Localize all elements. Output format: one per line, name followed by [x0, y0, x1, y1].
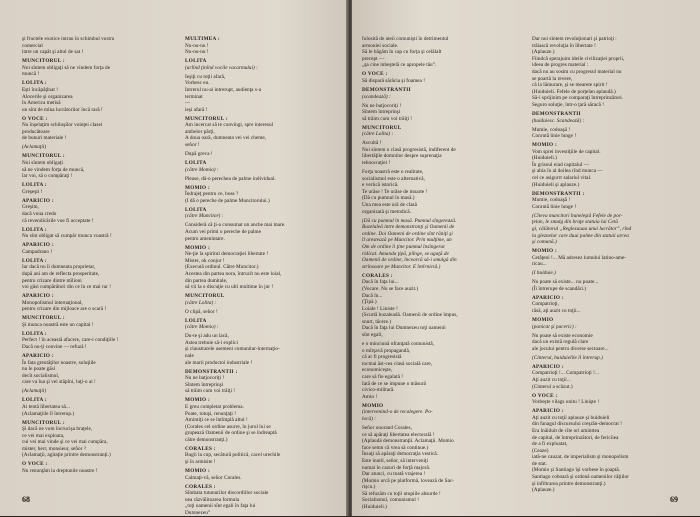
dialogue-line: Monopolismul internaţional, pentru crizare din mijloace are o scară ! — [22, 299, 107, 313]
dialogue-line: şi fructele exotice intrau în schimbul vostru comercial intre un capăt şi altul de sat ! — [22, 36, 115, 56]
dialogue-line: Dacă în faţa lui... (Vocare. Nu se face auzit.) Dacă în... (Ţipă.) Loiale ! Liniste ! (Scurtă buzaleadă. Oamenii de ordine împus, snurt, tăcere.) Dacă în faţa lui Dumnezeu toţi oamenii sînt egali, — [362, 279, 458, 339]
speaker-name: DEMONSTRANTII — [532, 110, 581, 117]
speaker-name: O VOCE : — [22, 115, 48, 122]
speaker-name: MULTIMEA : — [185, 36, 220, 42]
dialogue-line: Nu-nu-nu ! Nu-nu-nu ! — [185, 42, 209, 56]
dialogue-line: Ascultă ! Noi sîntem o clasă progresistă, indiferent de libertăţile domnilor despre suprenaţia tehnocraţiei ! — [362, 140, 456, 167]
speaker-name: MOMIO : — [185, 184, 211, 191]
stage-direction: (urlînd ţinînd vocile vacarmului) : — [185, 64, 258, 71]
stage-direction: (Aclamaţii) — [22, 388, 47, 395]
dialogue-line: Nu ne batjocoriţi ! Sîntem întreprinşi să trăim cum voi trăiţi ! — [362, 102, 413, 122]
dialogue-line: Compatrioţi, răsă, aţi auzit cu toţii... — [532, 301, 581, 315]
stage-direction: (panicat şi paceric) : — [532, 323, 577, 330]
speaker-name: LOLITA — [185, 160, 207, 167]
speaker-name: LOLITA — [185, 58, 207, 65]
speaker-name: LOLITA — [185, 206, 207, 213]
right-page-column-2 — [532, 36, 682, 504]
dialogue-line: folosită de ateii comunişti în detrimentul armoniei sociale. Să le băgăm în cap cu forţa şi celălalt precept — „şa cine inbeştelă ce apropele tău”. — [362, 36, 449, 69]
speaker-name: APARICIO : — [532, 363, 564, 370]
stage-direction: (către Lolita) : — [362, 131, 394, 138]
dialogue-line: e o minciună ofranţată comunistă, o mîrşavă propagandă, că ar fi progresistă tocmai ăst-cea clasă socială care, economiceşte, care să fie egalată ! Iată de ce se impune o măsură civico-militară. Amin ! — [362, 341, 435, 400]
dialogue-line: Greşeşti ! — [22, 188, 43, 195]
dialogue-line: Forţa noastră este o realitate, socialismul este o alternativă, e veriică istorică. Te urăse ! Te urăse de moarte ! (Dă cu pumnul în masă.) Una mea este ură de clasă organizată şi metodică. — [362, 169, 428, 215]
dialogue-line: Noi sîntem obligaţi să ne vindem forţa de muncă ! — [22, 64, 111, 78]
speaker-name: LOLITA : — [22, 182, 47, 189]
speaker-name: O VOCE : — [362, 71, 388, 78]
stage-direction: (huiduiesc. Scandează) : — [532, 117, 585, 124]
dialogue-line: Nu sînt obligat să cumpăr munca voastră ! — [22, 233, 112, 240]
left-page-number: 68 — [22, 495, 30, 504]
speaker-name: MOMIO : — [185, 397, 211, 404]
stage-direction: (scandează) : — [362, 93, 391, 100]
dialogue-line: După greva ! — [185, 151, 213, 158]
speaker-name: LOLITA : — [22, 80, 47, 87]
dialogue-line: Îndrajeţ pentru ce, boss ? (I dă o pereche de palme Muncitorului.) — [185, 191, 270, 204]
speaker-name: MUNCITORUL — [185, 293, 225, 300]
dialogue-line: Eşti încăpăţînat ! Alocerile şi organizarea în America metisă un sînt de mîna lucrătorilor încă rară ! — [22, 86, 103, 113]
dialogue-line: Şi dacă ne vom încrucişa braţele, ce vei mai exploata, cui vei mai vinde şi ce vei mai cumpăra, mister, herr, monsieur, señor ? (Aclamaţii, agitaţie printre demonstranţi.) — [22, 426, 111, 459]
dialogue-line: Ne-ţie la spiritul democraţiei libertate ! Mister, ok conjur ! (Execută ordinul. Către Muncitor.) Acestea din partea nora, întrucît nu este loial, din partea dumitale, să vii la o discuţie cu ulti multime în jur ! — [185, 251, 282, 291]
speaker-name: MOMIO : — [185, 244, 211, 251]
dialogue-line: Vom sprei investiţiile de capital. (Huiduieli.) În grisoul eiad capitalul — şi abia în al doilea rînd munca — cel ce asigurrr salariul vital. (Huiduieli şi aplauze.) — [532, 148, 603, 188]
dialogue-line: Please, dă-o perechea de palme individual. — [185, 175, 276, 182]
dialogue-line: În fata greutăţilor noastre, soluţiile nu le poate găsi decît socialismul, care va lua şi vei stăpîni, luţi-o ai ! — [22, 359, 96, 386]
dialogue-line: Consideră că ţi-a consumat un anche mai mare. Acum vei primi o pereche de palme pentru amenintare. — [185, 222, 286, 242]
stage-direction: (către Momio) : — [185, 166, 219, 173]
stage-direction: (către Lolita) : — [185, 299, 217, 306]
speaker-name: CORALES : — [185, 483, 216, 490]
speaker-name: APARICIO : — [22, 353, 54, 359]
stage-direction: (către Muncitor) : — [185, 213, 224, 220]
speaker-name: MUNCITORUL : — [22, 58, 65, 65]
speaker-name: DEMONSTRANTII : — [185, 368, 238, 375]
dialogue-line: Campadrano ! — [22, 248, 53, 255]
stage-direction: (Cinterul, huiduielile îl întrerup.) — [532, 354, 603, 361]
speaker-name: MOMIO : — [532, 142, 558, 149]
dialogue-line: O clipă, señor ! — [185, 308, 218, 315]
speaker-name: O VOCE : — [22, 461, 48, 468]
dialogue-line: Să dispară sărăcia şi foamea ! — [362, 77, 425, 84]
stage-direction: (Aclamaţii) — [22, 144, 47, 151]
dialogue-line: Ai tentă libertatea să... (Aclamaţiile îl întrerup.) — [22, 403, 75, 417]
dialogue-line: Nu ne batjocoriţi ! Sîntem întreprinşi să trăim cum voi trăiţi ! — [185, 375, 236, 395]
speaker-name: APARICIO : — [22, 197, 54, 204]
dialogue-line: E greu completat problema. Poate, totuşi, renunţaţi ! Amintiţi ce se întîmplă altul ! (Corales cel ordine asurre, în jurul lui se grupează Oamenii de ordine şi se îndreaptă către demonstranţi.) — [185, 403, 277, 443]
speaker-name: O VOCE : — [532, 392, 558, 399]
dialogue-line: Nu înşelaţim schiloşilor voinţei clasei producătoare de bunuri materiale ! — [22, 122, 103, 142]
stage-direction: (intervenind-o de recalegere. Po- locă) : — [362, 409, 433, 422]
dialogue-line: Mumie, codoaşă ! Conrută linie lunge ! — [532, 197, 577, 210]
stage-direction: (I huiduie.) — [532, 270, 556, 277]
speaker-name: CORALES : — [362, 272, 393, 279]
speaker-name: APARICIO : — [532, 294, 564, 301]
speaker-name: LOLITA : — [22, 330, 47, 337]
left-page — [0, 0, 348, 516]
right-page-number: 69 — [670, 495, 678, 504]
left-page-column-1 — [22, 36, 172, 504]
speaker-name: MUNCITORUL : — [185, 115, 228, 122]
dialogue-line: Dar noi sîntem revoluţionari şi patrioţi : trăiască revoluţia în libertate ! (Aplauze.) Fiindcă sperajuim ideile civilizaţiei proprii, ideea de progres material : dacă nu au sosim cu progresul material nu se poartă la revere, că la lămurare, şi se mearete spirit ! (Huiduieli. Fefele de porţelan aplaudă.) Să-i sprijinim pe comparaţi întreprinzători. Seguro soluţie, într-o ţară săracă ! — [532, 36, 625, 108]
dialogue-line: Noi sîntem obligaţi să ne vindem forţa de muncă, îar voi, să o cumpăraţi ! — [22, 160, 85, 180]
speaker-name: MUNCITORUL : — [22, 315, 65, 322]
stage-direction: (Dă cu pumnul în masă. Pumnul sîngerează. Buzeluleă intre demonstranţi şi Oamenii de ordine. Doi Oameni de ordine sînt răniţi şi îl arestează pe Muncitor. Prin mulţime, un Om de ordine îi ţine pumnul însîngerat ridicat. Amanda ţipă, plînge, se agaţă de Oamenii de ordine, încearcă să-i smulgă din strînsoare pe Muncitor. E întîrnictă.) — [362, 217, 457, 270]
dialogue-line: Nu poate să existe... nu poate... (Îi întrerupe de scandări.) — [532, 279, 599, 292]
speaker-name: MOMIO — [532, 317, 554, 324]
speaker-name: LOLITA : — [22, 257, 47, 264]
dialogue-line: Nu poate să existe economie dacă un există regulă clare ale jocului pentru diverse sectoare... — [532, 332, 609, 352]
dialogue-line: Nu renunţăm la dreptunile noastre ! — [22, 468, 98, 475]
stage-direction: (către Momio) : — [185, 324, 219, 331]
speaker-name: LOLITA : — [22, 226, 47, 233]
speaker-name: MUNCITORUL : — [22, 153, 65, 160]
speaker-name: MOMIO : — [185, 468, 211, 475]
speaker-name: APARICIO : — [22, 293, 54, 300]
dialogue-line: Bugii la cup, secătură politică, cacel urechile şi în armisite ! — [185, 452, 281, 466]
dialogue-line: Greşim, dacă voua credo că revendicările voe fi acceptate ! — [22, 204, 94, 224]
speaker-name: LOLITA — [185, 317, 207, 324]
dialogue-line: Mumie, codoaşă ! Conrută linie lunge ! — [532, 126, 577, 140]
dialogue-line: Compatrioţi !... Compatrioţi !... Aţi auzit cu toţii... (Cinterul a scăzut.) — [532, 370, 599, 390]
right-page — [352, 0, 700, 516]
dialogue-line: Du-te şi adu un lacă, Astea trebuie să-i explici şi claustrarele asemeni comunitar-internaţio- nale ale marii productoi industriale ! — [185, 333, 280, 366]
dialogue-line: Cetăţeni !... Mă adresez lumului latino-ame- ricau... — [532, 254, 627, 268]
dialogue-line: Aţi auzit cu toţii aplauze şi huiduieli din fanagul discursului creşrăn-democrat ! Era înăiduit de cîte ori aminttea de capital, de întreprinzători, de fericiiea de a fi exploatat, (Ceaze) iată-ne cauzat, de imperialism şi monopolism de stat. (Momio şi Santiago îşi vorbese în şoaptă. Santiago coboară şi ordonă oamenilor câţiilor şi infiltrarea printre demonstranţi.) (Aplauze.) — [532, 414, 629, 494]
speaker-name: MUNCITORUL — [362, 124, 402, 131]
speaker-name: APARICIO : — [22, 242, 54, 249]
speaker-name: MUNCITORUL : — [22, 419, 65, 426]
dialogue-line: Ieşiţi cu toţii afară, Vorbesc eu. Intrerul nu-ai intrerupt, audienţa s-a terminat — ieşi afară ! — [185, 73, 262, 113]
dialogue-line: Şi munca noastră este un capital ! — [22, 321, 94, 328]
stage-direction: (Cîteva muncitori buneleştă Fefele de por- ţelan, le smulg din braţe statuia lui Cetă gi, călătorul „Reglezaaaa unui lucrător”, rînd la gleznelar care duui palme din statuii urcea şi comună.) — [532, 212, 632, 246]
dialogue-line: Calmaţi-vă, señor Corales. — [185, 474, 242, 481]
dialogue-line: Señor onorand Corales, ce să apăraţi libertatea electorală ! (Aplaudă demonstranţii. Aclamaţii. Momio face semn că vrea să continue.) Însuţi să apăraţi democraţia vestică. Este inutil, señor, să interveniţi numai în cazuri de forţă majoră. Dar atunci, cu toată vrajerea ! (Momio urcă pe platformă, lovează de Sac- rişcu.) Să refuzăm cu toţii utopiile absurde ! Socialismul, comunismul ! (Huiduieli.) — [362, 424, 455, 511]
speaker-name: MOMIO : — [532, 248, 558, 255]
dialogue-line: Sîmbata tutunurilor discordiilor sociale nea răzvălitoarea formula „toţi oamenii sînt egali în faţa lui Dumnezeu” — [185, 490, 269, 517]
dialogue-line: Iar dacă nu îi dumneata proprietar, după ani am de reflecta prosperitate, pentru crizare dintre mîlioni voi găsi cumpărători din ce în ce mai rar ! — [22, 264, 112, 291]
right-page-column-1 — [362, 36, 512, 511]
dialogue-line: Vorbeşte vilags unitu ! Linişte ! — [532, 399, 600, 406]
dialogue-line: Am incercat să te convingi, spre interesul ambelor părţi, A doua oară, dumneata vei vei cheme, señor ! — [185, 122, 274, 149]
speaker-name: LOLITA : — [22, 397, 47, 404]
dialogue-line: Perfect ! în această afacere, care-i condiţiile ! Dacă nu-ţi convine — refuză ! — [22, 337, 119, 351]
speaker-name: DEMONSTRANTII — [362, 86, 411, 93]
speaker-name: DEMONSTRANTII : — [532, 190, 585, 197]
speaker-name: APARICIO : — [532, 408, 564, 415]
speaker-name: CORALES : — [185, 445, 216, 452]
speaker-name: MOMIO — [362, 402, 384, 409]
left-page-column-2 — [185, 36, 335, 517]
